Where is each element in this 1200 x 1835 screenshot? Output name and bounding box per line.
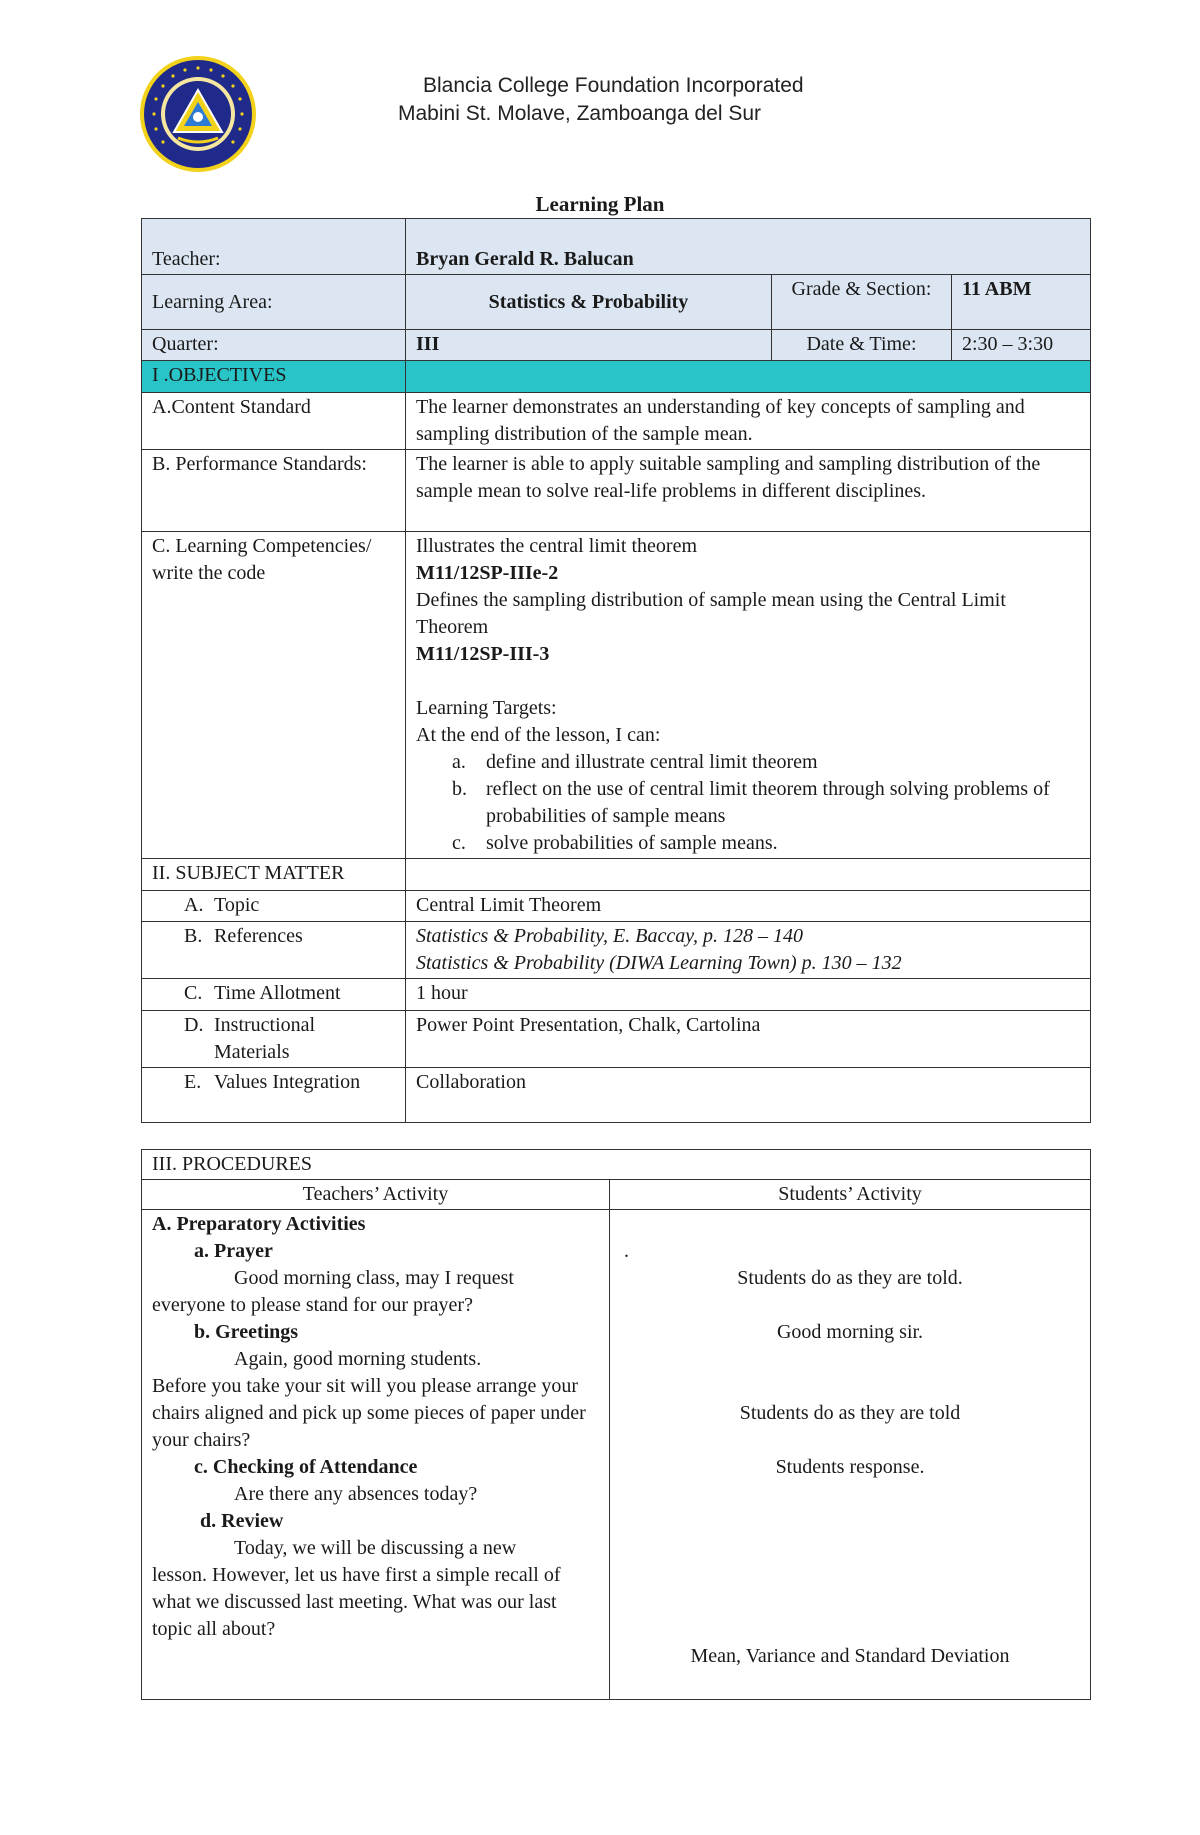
learning-area-label: Learning Area: xyxy=(142,275,406,330)
students-activity-header: Students’ Activity xyxy=(610,1180,1091,1210)
subject-values-value: Collaboration xyxy=(406,1068,1091,1123)
student-response-4: Students response. xyxy=(775,1456,925,1478)
subject-materials-value: Power Point Presentation, Chalk, Cartolina xyxy=(406,1011,1091,1068)
teacher-name: Bryan Gerald R. Balucan xyxy=(406,219,1091,275)
performance-standards-text: The learner is able to apply suitable sampling and sampling distribution of the sample mean to solve real-life problems in different disciplines. xyxy=(406,450,1091,532)
student-response-1: Students do as they are told. xyxy=(737,1267,963,1289)
institution-address: Mabini St. Molave, Zamboanga del Sur xyxy=(398,102,762,125)
competencies-label: C. Learning Competencies/ write the code xyxy=(142,532,406,859)
stray-mark: . xyxy=(624,1240,629,1262)
review-text-1: Today, we will be discussing a new xyxy=(234,1537,517,1559)
subject-references-value xyxy=(406,922,1091,979)
competency-code-1: M11/12SP-IIIe-2 xyxy=(416,562,559,584)
list-item: c. solve probabilities of sample means. xyxy=(452,832,778,854)
grade-section-label: Grade & Section: xyxy=(772,275,952,330)
performance-standards-label: B. Performance Standards: xyxy=(142,450,406,532)
prayer-text-2: everyone to please stand for our prayer? xyxy=(152,1294,473,1316)
prayer-heading: a. Prayer xyxy=(194,1240,273,1262)
objectives-heading-blank xyxy=(406,361,1091,393)
content-standard-label: A.Content Standard xyxy=(142,393,406,450)
teachers-activity-header: Teachers’ Activity xyxy=(142,1180,610,1210)
subject-references-label: B. References xyxy=(142,922,406,979)
learning-targets-list xyxy=(416,749,1080,857)
date-time-value: 2:30 – 3:30 xyxy=(952,330,1091,361)
competency-1: Illustrates the central limit theorem xyxy=(416,535,698,557)
procedures-heading: III. PROCEDURES xyxy=(142,1150,1091,1180)
competency-code-2: M11/12SP-III-3 xyxy=(416,643,550,665)
content-standard-text: The learner demonstrates an understanding of key concepts of sampling and sampling distribution of the sample mean. xyxy=(406,393,1091,450)
subject-materials-label: D. Instructional Materials xyxy=(142,1011,406,1068)
prayer-text-1: Good morning class, may I request xyxy=(234,1267,514,1289)
greetings-heading: b. Greetings xyxy=(194,1321,299,1343)
learning-plan-table xyxy=(141,218,1091,1123)
date-time-label: Date & Time: xyxy=(772,330,952,361)
review-heading: d. Review xyxy=(200,1510,284,1532)
quarter-label: Quarter: xyxy=(142,330,406,361)
teachers-activity-cell xyxy=(142,1210,610,1700)
preparatory-activities-heading: A. Preparatory Activities xyxy=(152,1213,366,1235)
objectives-heading: I .OBJECTIVES xyxy=(142,361,406,393)
students-activity-cell xyxy=(610,1210,1091,1700)
grade-section-value: 11 ABM xyxy=(952,275,1091,330)
page-title: Learning Plan xyxy=(535,192,665,216)
institution-name: Blancia College Foundation Incorporated xyxy=(423,74,804,97)
subject-time-label: C. Time Allotment xyxy=(142,979,406,1011)
subject-matter-heading-blank xyxy=(406,859,1091,891)
list-item: a. define and illustrate central limit theorem xyxy=(452,751,818,773)
subject-values-label: E. Values Integration xyxy=(142,1068,406,1123)
list-item: b. reflect on the use of central limit theorem through solving problems of probabilities of sample means xyxy=(452,778,1050,827)
reference-2: Statistics & Probability (DIWA Learning Town) p. 130 – 132 xyxy=(416,952,902,974)
reference-1: Statistics & Probability, E. Baccay, p. 128 – 140 xyxy=(416,925,804,947)
learning-area-value: Statistics & Probability xyxy=(406,275,772,330)
review-text-2: lesson. However, let us have first a simple recall of what we discussed last meeting. What was our last topic all about? xyxy=(152,1564,561,1640)
quarter-value: III xyxy=(406,330,772,361)
student-response-3: Students do as they are told xyxy=(739,1402,961,1424)
attendance-heading: c. Checking of Attendance xyxy=(194,1456,418,1478)
subject-topic-value: Central Limit Theorem xyxy=(406,891,1091,922)
greetings-text-1: Again, good morning students. xyxy=(234,1348,482,1370)
attendance-text: Are there any absences today? xyxy=(234,1483,478,1505)
learning-targets-label: Learning Targets: xyxy=(416,697,557,719)
competencies-cell xyxy=(406,532,1091,859)
procedures-table xyxy=(141,1149,1091,1700)
student-response-2: Good morning sir. xyxy=(776,1321,924,1343)
school-seal-logo xyxy=(138,54,258,174)
greetings-text-2: Before you take your sit will you please arrange your chairs aligned and pick up some pieces of paper under your chairs? xyxy=(152,1375,586,1451)
subject-topic-label: A. Topic xyxy=(142,891,406,922)
learning-targets-intro: At the end of the lesson, I can: xyxy=(416,724,661,746)
subject-matter-heading: II. SUBJECT MATTER xyxy=(142,859,406,891)
subject-time-value: 1 hour xyxy=(406,979,1091,1011)
competency-2: Defines the sampling distribution of sample mean using the Central Limit Theorem xyxy=(416,589,1006,638)
teacher-label: Teacher: xyxy=(142,219,406,275)
student-response-5: Mean, Variance and Standard Deviation xyxy=(690,1645,1010,1667)
